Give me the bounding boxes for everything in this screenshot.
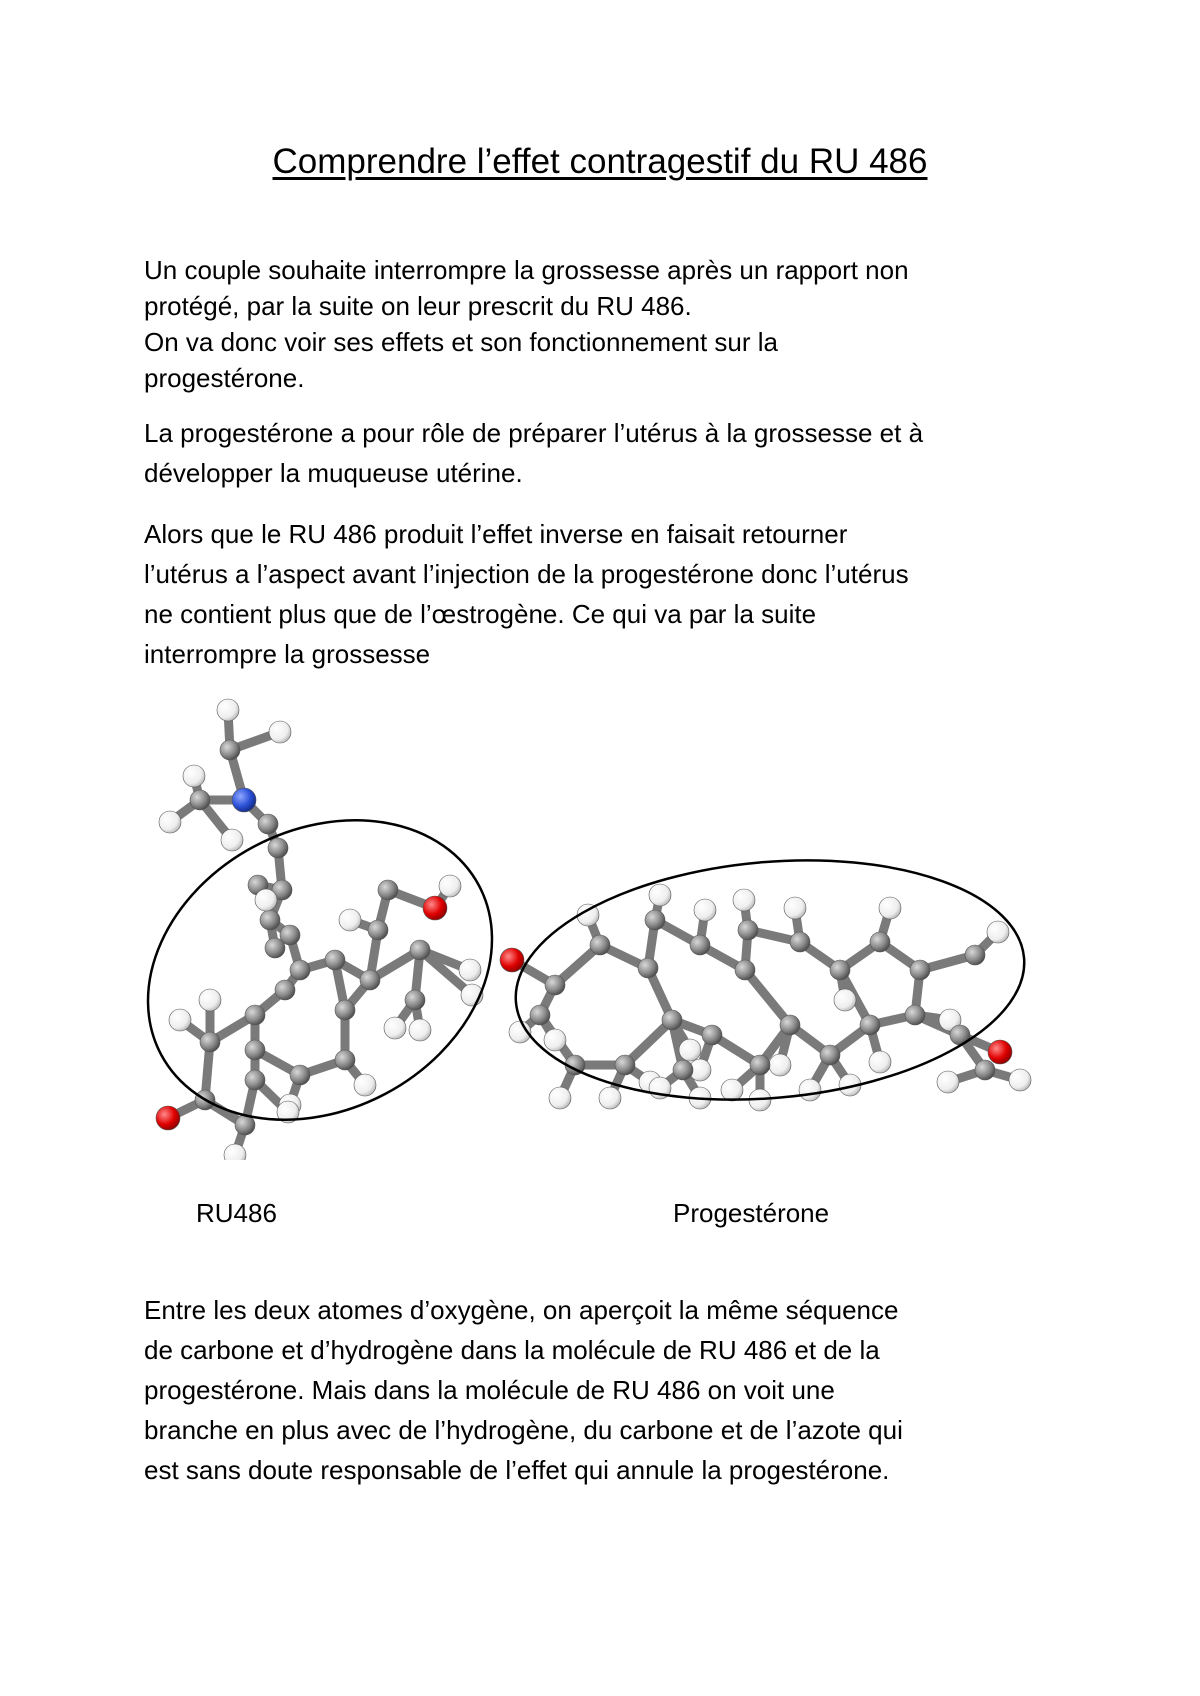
hydrogen-atom xyxy=(784,897,806,919)
hydrogen-atom xyxy=(269,721,291,743)
hydrogen-atom xyxy=(199,989,221,1011)
carbon-atom xyxy=(662,1010,682,1030)
text-line: On va donc voir ses effets et son fonctionnement sur la xyxy=(144,327,778,357)
ru486-molecule xyxy=(156,699,483,1160)
hydrogen-atom xyxy=(409,1019,431,1041)
bond xyxy=(745,970,790,1025)
carbon-atom xyxy=(190,790,210,810)
carbon-atom xyxy=(820,1045,840,1065)
carbon-atom xyxy=(335,1000,355,1020)
carbon-atom xyxy=(200,1032,220,1052)
hydrogen-atom xyxy=(987,921,1009,943)
hydrogen-atom xyxy=(169,1009,191,1031)
carbon-atom xyxy=(590,935,610,955)
text-line: branche en plus avec de l’hydrogène, du carbone et de l’azote qui xyxy=(144,1415,903,1445)
carbon-atom xyxy=(405,990,425,1010)
carbon-atom xyxy=(335,1050,355,1070)
carbon-atom xyxy=(290,1065,310,1085)
carbon-atom xyxy=(790,932,810,952)
oxygen-atom xyxy=(156,1106,180,1130)
hydrogen-atom xyxy=(799,1079,821,1101)
carbon-atom xyxy=(860,1015,880,1035)
carbon-atom xyxy=(870,932,890,952)
hydrogen-atom xyxy=(937,1071,959,1093)
oxygen-atom xyxy=(988,1040,1012,1064)
carbon-atom xyxy=(410,940,430,960)
carbon-atom xyxy=(378,880,398,900)
carbon-atom xyxy=(673,1060,693,1080)
text-line: protégé, par la suite on leur prescrit du RU 486. xyxy=(144,291,692,321)
carbon-atom xyxy=(690,935,710,955)
carbon-atom xyxy=(245,1005,265,1025)
hydrogen-atom xyxy=(694,899,716,921)
carbon-atom xyxy=(830,960,850,980)
molecule-comparison-figure xyxy=(0,680,1060,1160)
text-line: interrompre la grossesse xyxy=(144,639,431,669)
nitrogen-atom xyxy=(232,788,256,812)
progesterone-caption: Progestérone xyxy=(673,1198,830,1228)
conclusion-paragraph xyxy=(144,1290,1084,1490)
carbon-atom xyxy=(260,910,280,930)
oxygen-atom xyxy=(500,948,524,972)
progesterone-role-paragraph xyxy=(144,413,1084,493)
text-line: l’utérus a l’aspect avant l’injection de la progestérone donc l’utérus xyxy=(144,559,909,589)
text-line: ne contient plus que de l’œstrogène. Ce qui va par la suite xyxy=(144,599,817,629)
hydrogen-atom xyxy=(439,875,461,897)
carbon-atom xyxy=(910,960,930,980)
hydrogen-atom xyxy=(217,699,239,721)
carbon-atom xyxy=(258,814,278,834)
page-title: Comprendre l’effet contragestif du RU 486 xyxy=(272,142,928,181)
hydrogen-atom xyxy=(224,1144,246,1160)
carbon-atom xyxy=(738,920,758,940)
hydrogen-atom xyxy=(649,884,671,906)
ru486-caption: RU486 xyxy=(196,1198,277,1228)
carbon-atom xyxy=(638,958,658,978)
carbon-atom xyxy=(645,910,665,930)
hydrogen-atom xyxy=(221,829,243,851)
hydrogen-atom xyxy=(459,959,481,981)
hydrogen-atom xyxy=(549,1087,571,1109)
carbon-atom xyxy=(265,938,285,958)
carbon-atom xyxy=(220,740,240,760)
carbon-atom xyxy=(702,1025,722,1045)
hydrogen-atom xyxy=(679,1039,701,1061)
hydrogen-atom xyxy=(255,889,277,911)
carbon-atom xyxy=(290,960,310,980)
carbon-atom xyxy=(268,838,288,858)
carbon-atom xyxy=(245,1040,265,1060)
hydrogen-atom xyxy=(159,811,181,833)
carbon-atom xyxy=(325,950,345,970)
text-line: progestérone. xyxy=(144,363,305,393)
carbon-atom xyxy=(368,920,388,940)
carbon-atom xyxy=(780,1015,800,1035)
carbon-atom xyxy=(905,1005,925,1025)
carbon-atom xyxy=(735,960,755,980)
hydrogen-atom xyxy=(544,1029,566,1051)
text-line: développer la muqueuse utérine. xyxy=(144,458,523,488)
hydrogen-atom xyxy=(834,989,856,1011)
progesterone-molecule xyxy=(500,884,1031,1111)
hydrogen-atom xyxy=(384,1017,406,1039)
text-line: La progestérone a pour rôle de préparer l’utérus à la grossesse et à xyxy=(144,418,924,448)
hydrogen-atom xyxy=(1009,1069,1031,1091)
hydrogen-atom xyxy=(354,1074,376,1096)
oxygen-atom xyxy=(423,896,447,920)
text-line: est sans doute responsable de l’effet qui annule la progestérone. xyxy=(144,1455,890,1485)
carbon-atom xyxy=(545,975,565,995)
carbon-atom xyxy=(530,1005,550,1025)
ru486-effect-paragraph xyxy=(144,514,1084,674)
intro-paragraph xyxy=(144,252,1084,396)
carbon-atom xyxy=(965,945,985,965)
hydrogen-atom xyxy=(769,1054,791,1076)
hydrogen-atom xyxy=(869,1051,891,1073)
hydrogen-atom xyxy=(879,897,901,919)
hydrogen-atom xyxy=(183,765,205,787)
text-line: Alors que le RU 486 produit l’effet inverse en faisait retourner xyxy=(144,519,848,549)
text-line: Entre les deux atomes d’oxygène, on aperçoit la même séquence xyxy=(144,1295,899,1325)
carbon-atom xyxy=(360,970,380,990)
hydrogen-atom xyxy=(721,1079,743,1101)
hydrogen-atom xyxy=(599,1087,621,1109)
carbon-atom xyxy=(275,980,295,1000)
carbon-atom xyxy=(245,1070,265,1090)
carbon-atom xyxy=(750,1055,770,1075)
hydrogen-atom xyxy=(339,909,361,931)
carbon-atom xyxy=(615,1055,635,1075)
text-line: Un couple souhaite interrompre la grossesse après un rapport non xyxy=(144,255,909,285)
text-line: progestérone. Mais dans la molécule de RU 486 on voit une xyxy=(144,1375,835,1405)
hydrogen-atom xyxy=(733,889,755,911)
text-line: de carbone et d’hydrogène dans la molécule de RU 486 et de la xyxy=(144,1335,880,1365)
carbon-atom xyxy=(975,1060,995,1080)
